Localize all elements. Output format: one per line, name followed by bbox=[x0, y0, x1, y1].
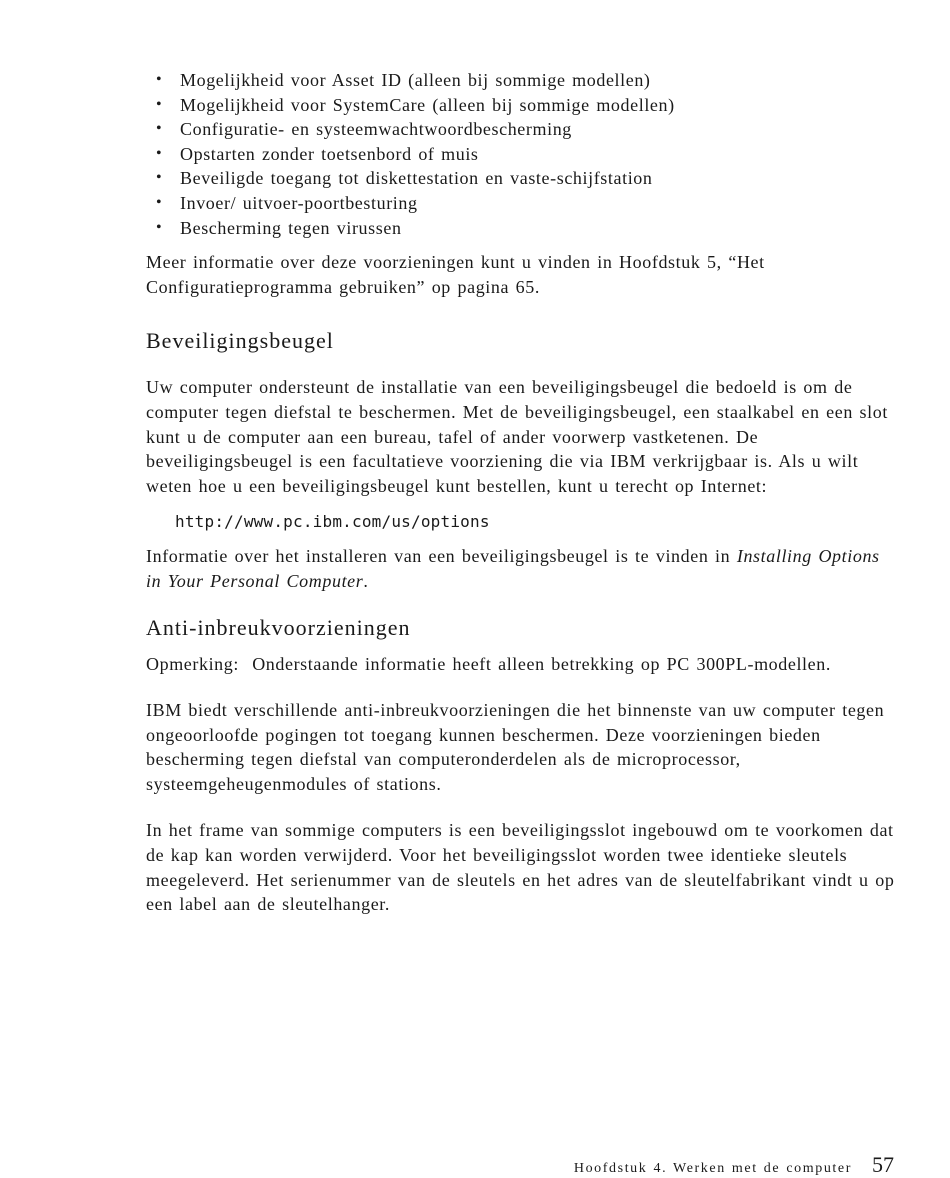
install-text: Informatie over het installeren van een beveiligingsbeugel is te vinden in bbox=[146, 546, 737, 567]
beugel-paragraph: Uw computer ondersteunt de installatie van een beveiligingsbeugel die bedoeld is om de computer tegen diefstal te beschermen. Met de beveiligingsbeugel, een staalkabel en een slot kunt u de computer aan een bureau, tafel of ander voorwerp vastketenen. De beveiligingsbeugel is een facultatieve voorziening die via IBM verkrijgbaar is. Als u wilt weten hoe u een beveiligingsbeugel kunt bestellen, kunt u terecht op Internet: bbox=[146, 377, 888, 496]
list-item bbox=[146, 142, 896, 167]
bullet-icon: • bbox=[156, 120, 163, 138]
install-end: . bbox=[363, 570, 369, 591]
list-item-text: Mogelijkheid voor SystemCare (alleen bij sommige modellen) bbox=[180, 94, 675, 115]
bullet-icon: • bbox=[156, 193, 163, 211]
install-paragraph bbox=[146, 544, 896, 593]
list-item-text: Invoer/ uitvoer-poortbesturing bbox=[180, 192, 418, 213]
list-item bbox=[146, 166, 896, 191]
feature-list bbox=[146, 68, 896, 240]
list-item bbox=[146, 216, 896, 241]
list-item-text: Configuratie- en systeemwachtwoordbescherming bbox=[180, 119, 572, 140]
footer-chapter-title: Hoofdstuk 4. Werken met de computer bbox=[573, 1161, 852, 1176]
bullet-icon: • bbox=[156, 71, 163, 88]
bullet-icon: • bbox=[156, 218, 163, 236]
install-book-title: Installing Options in Your Personal Computer bbox=[146, 546, 880, 591]
section-heading-anti: Anti-inbreukvoorzieningen bbox=[146, 614, 411, 640]
note-text: Onderstaande informatie heeft alleen betrekking op PC 300PL-modellen. bbox=[252, 653, 831, 674]
list-item bbox=[146, 93, 896, 118]
more-info-paragraph: Meer informatie over deze voorzieningen kunt u vinden in Hoofdstuk 5, “Het Configuratieprogramma gebruiken” op pagina 65. bbox=[146, 252, 765, 297]
bullet-icon: • bbox=[156, 169, 163, 187]
section-heading-beugel: Beveiligingsbeugel bbox=[146, 328, 334, 354]
bullet-icon: • bbox=[156, 144, 163, 162]
bullet-icon: • bbox=[156, 95, 163, 113]
note-paragraph bbox=[146, 652, 896, 677]
page-number: 57 bbox=[872, 1152, 894, 1177]
list-item bbox=[146, 117, 896, 142]
list-item-text: Opstarten zonder toetsenbord of muis bbox=[180, 143, 479, 164]
list-item bbox=[146, 68, 896, 93]
options-url: http://www.pc.ibm.com/us/options bbox=[175, 512, 490, 532]
list-item-text: Bescherming tegen virussen bbox=[180, 217, 402, 238]
frame-paragraph: In het frame van sommige computers is een beveiligingsslot ingebouwd om te voorkomen dat de kap kan worden verwijderd. Voor het beveiligingsslot worden twee identieke sleutels meegeleverd. Het serienummer van de sleutels en het adres van de sleutelfabrikant vindt u op een label aan de sleutelhanger. bbox=[146, 820, 895, 915]
list-item-text: Beveiligde toegang tot diskettestation en vaste-schijfstation bbox=[180, 168, 653, 189]
list-item-text: Mogelijkheid voor Asset ID (alleen bij sommige modellen) bbox=[180, 70, 651, 90]
page-content bbox=[146, 68, 896, 917]
note-label: Opmerking: bbox=[146, 653, 239, 674]
page-footer bbox=[574, 1152, 894, 1178]
list-item bbox=[146, 191, 896, 216]
ibm-paragraph: IBM biedt verschillende anti-inbreukvoorzieningen die het binnenste van uw computer tegen ongeoorloofde pogingen tot toegang kunnen beschermen. Deze voorzieningen bieden bescherming tegen diefstal van computeronderdelen als de microprocessor, systeemgeheugenmodules of stations. bbox=[146, 700, 885, 794]
